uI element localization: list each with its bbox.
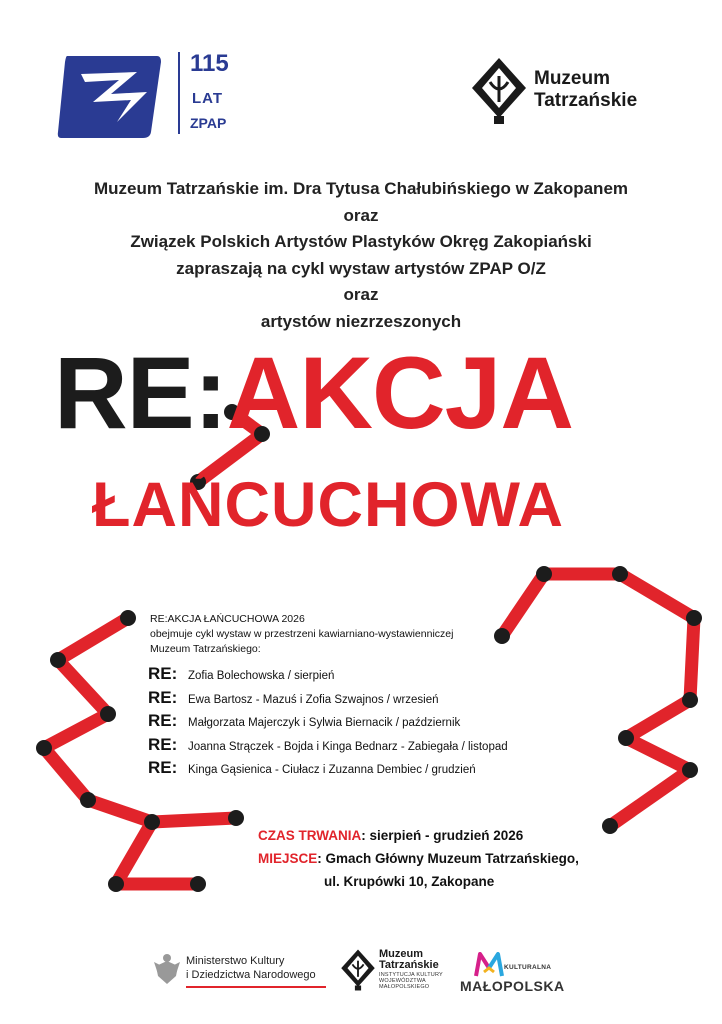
ministry-text bbox=[186, 954, 316, 982]
museum-logo-name bbox=[534, 68, 637, 112]
chain-node bbox=[686, 610, 702, 626]
list-item bbox=[148, 688, 508, 712]
list-item bbox=[148, 735, 508, 759]
chain-node bbox=[228, 810, 244, 826]
museum-emblem bbox=[470, 56, 528, 131]
intro-text bbox=[0, 176, 722, 335]
time-value: : sierpień - grudzień 2026 bbox=[361, 828, 524, 843]
chain-link bbox=[620, 574, 694, 618]
description bbox=[150, 612, 530, 657]
chain-node bbox=[612, 566, 628, 582]
museum-emblem-icon bbox=[470, 56, 528, 126]
zpap-emblem-icon bbox=[57, 52, 163, 140]
chain-node bbox=[120, 610, 136, 626]
ministry-line-2: i Dziedzictwa Narodowego bbox=[186, 969, 316, 981]
intro-line-1: Muzeum Tatrzańskie im. Dra Tytusa Chałubińskiego w Zakopanem bbox=[93, 179, 629, 198]
description-line-1: RE:AKCJA ŁAŃCUCHOWA 2026 bbox=[150, 613, 305, 625]
chain-link bbox=[88, 800, 152, 822]
chain-node bbox=[50, 652, 66, 668]
museum-footer-line-2: Tatrzańskie bbox=[379, 959, 439, 971]
list-item-prefix: RE: bbox=[148, 687, 178, 707]
museum-footer-emblem bbox=[340, 948, 376, 997]
chain-node bbox=[682, 762, 698, 778]
place-value: : Gmach Główny Muzeum Tatrzańskiego, bbox=[317, 851, 579, 866]
list-item-text: Ewa Bartosz - Mazuś i Zofia Szwajnos / wrzesień bbox=[188, 693, 439, 706]
chain-node bbox=[80, 792, 96, 808]
museum-logo-line1: Muzeum bbox=[534, 68, 610, 89]
zpap-years-lat: LAT bbox=[192, 90, 224, 107]
intro-line-6: artystów niezrzeszonych bbox=[260, 311, 462, 331]
list-item bbox=[148, 664, 508, 688]
chain-link bbox=[44, 714, 108, 748]
description-line-2: obejmuje cykl wystaw w przestrzeni kawiarniano-wystawienniczej bbox=[150, 628, 454, 640]
chain-link bbox=[116, 822, 152, 884]
list-item-text: Małgorzata Majerczyk i Sylwia Biernacik / październik bbox=[188, 717, 461, 729]
list-item-prefix: RE: bbox=[148, 758, 178, 777]
place-row bbox=[258, 847, 579, 870]
title-re: RE: bbox=[54, 336, 227, 450]
title-akcja: AKCJA bbox=[226, 336, 574, 450]
ministry-logo bbox=[152, 952, 182, 993]
museum-footer-sub-2: WOJEWÓDZTWA bbox=[379, 978, 426, 984]
zpap-years-number: 115 bbox=[190, 50, 229, 77]
eagle-icon bbox=[152, 952, 182, 988]
event-info bbox=[258, 824, 579, 893]
intro-line-4: zapraszają na cykl wystaw artystów ZPAP O/Z bbox=[176, 258, 546, 278]
ministry-underline bbox=[186, 986, 326, 988]
chain-link bbox=[152, 818, 236, 822]
address: ul. Krupówki 10, Zakopane bbox=[324, 874, 495, 889]
main-title bbox=[54, 336, 574, 450]
chain-node bbox=[108, 876, 124, 892]
intro-line-2: oraz bbox=[343, 205, 379, 225]
chain-link bbox=[58, 618, 128, 660]
chain-node bbox=[100, 706, 116, 722]
museum-logo-line2: Tatrzańskie bbox=[534, 90, 638, 111]
place-label: MIEJSCE bbox=[258, 851, 318, 866]
chain-link bbox=[690, 618, 694, 700]
museum-footer-sub-3: MAŁOPOLSKIEGO bbox=[379, 984, 430, 990]
list-item bbox=[148, 758, 508, 782]
exhibitions-list bbox=[148, 664, 508, 782]
intro-line-5: oraz bbox=[343, 285, 379, 304]
time-label: CZAS TRWANIA bbox=[258, 828, 362, 843]
chain-link bbox=[626, 700, 690, 738]
chain-node bbox=[602, 818, 618, 834]
chain-node bbox=[144, 814, 160, 830]
subtitle: ŁAŃCUCHOWA bbox=[92, 470, 564, 540]
malopolska-name: MAŁOPOLSKA bbox=[460, 978, 565, 994]
malopolska-small: KULTURALNA bbox=[504, 964, 552, 971]
zpap-divider bbox=[178, 52, 180, 134]
chain-link bbox=[44, 748, 88, 800]
chain-node bbox=[682, 692, 698, 708]
list-item bbox=[148, 711, 508, 735]
museum-footer-sub bbox=[379, 972, 443, 990]
museum-emblem-small-icon bbox=[340, 948, 376, 992]
chain-node bbox=[190, 876, 206, 892]
list-item-prefix: RE: bbox=[148, 711, 178, 730]
ministry-line-1: Ministerstwo Kultury bbox=[186, 955, 285, 967]
chain-node bbox=[536, 566, 552, 582]
chain-link bbox=[626, 738, 690, 770]
zpap-years-org: ZPAP bbox=[190, 115, 227, 131]
museum-footer-name bbox=[379, 949, 439, 971]
description-line-3: Muzeum Tatrzańskiego: bbox=[150, 643, 261, 655]
list-item-text: Kinga Gąsienica - Ciułacz i Zuzanna Dembiec / grudzień bbox=[188, 764, 476, 776]
chain-node bbox=[618, 730, 634, 746]
zpap-logo bbox=[57, 52, 163, 145]
list-item-prefix: RE: bbox=[148, 734, 178, 754]
list-item-text: Joanna Strączek - Bojda i Kinga Bednarz - Zabiegała / listopad bbox=[188, 740, 508, 753]
list-item-text: Zofia Bolechowska / sierpień bbox=[188, 670, 335, 682]
chain-link bbox=[58, 660, 108, 714]
time-row bbox=[258, 824, 579, 847]
list-item-prefix: RE: bbox=[148, 664, 178, 683]
chain-link bbox=[610, 770, 690, 826]
museum-footer-line-1: Muzeum bbox=[379, 948, 423, 960]
museum-footer-sub-1: INSTYTUCJA KULTURY bbox=[379, 972, 443, 978]
chain-node bbox=[36, 740, 52, 756]
intro-line-3: Związek Polskich Artystów Plastyków Okręg Zakopiański bbox=[130, 232, 592, 251]
malopolska-m-icon bbox=[474, 952, 504, 978]
